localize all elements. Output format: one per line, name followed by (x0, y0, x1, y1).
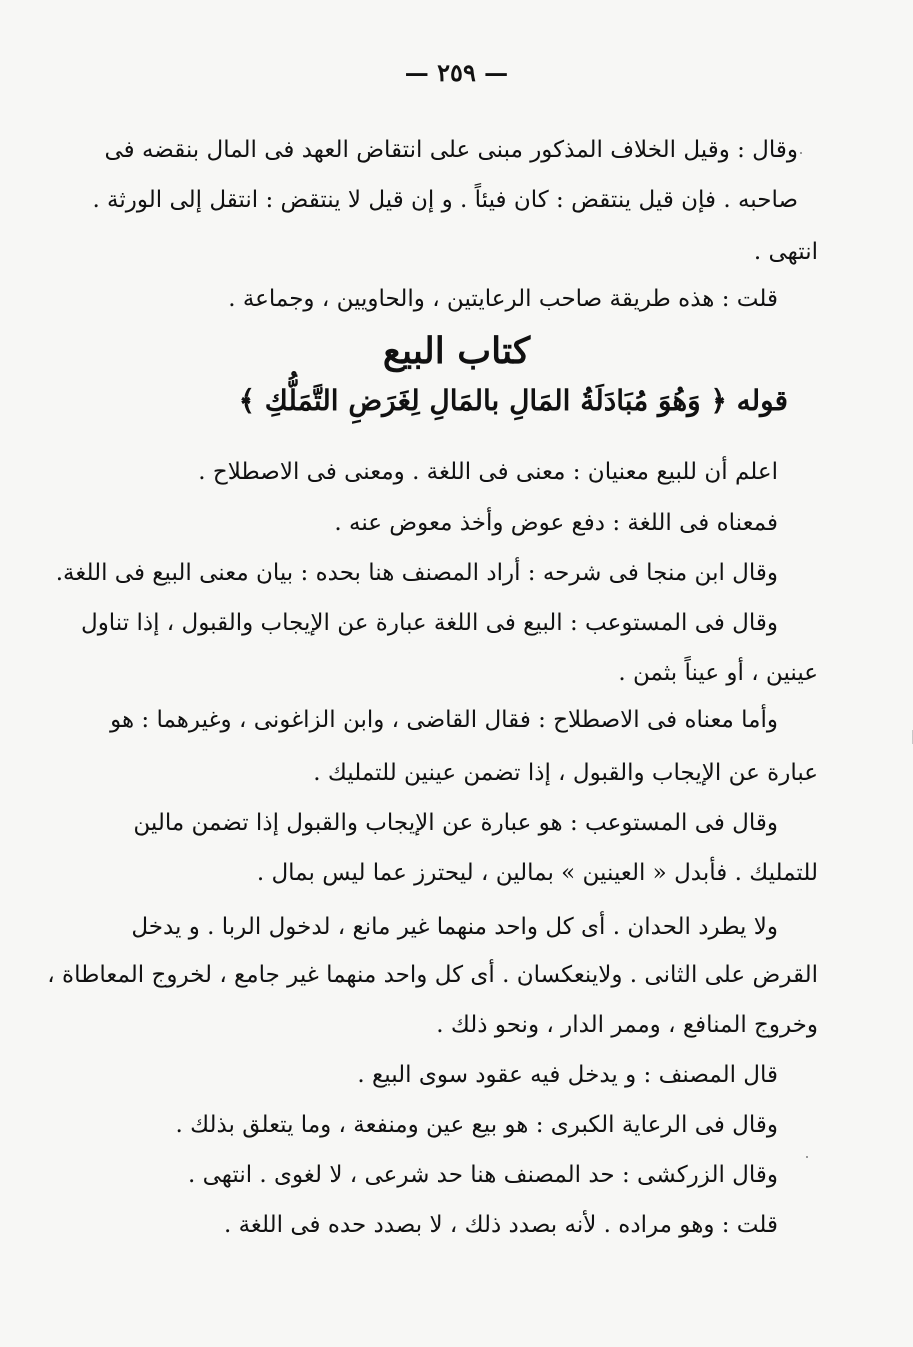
text-line-7: وقال ابن منجا فى شرحه : أراد المصنف هنا بحده : بيان معنى البيع فى اللغة. (55, 560, 778, 586)
text-line-17: قال المصنف : و يدخل فيه عقود سوى البيع . (357, 1062, 778, 1088)
chapter-title: كتاب البيع (382, 330, 531, 372)
text-line-19: وقال الزركشى : حد المصنف هنا حد شرعى ، لا لغوى . انتهى . (187, 1162, 778, 1188)
text-line-10: وأما معناه فى الاصطلاح : فقال القاضى ، وابن الزاغونى ، وغيرهما : هو (110, 707, 778, 733)
text-line-18: وقال فى الرعاية الكبرى : هو بيع عين ومنفعة ، وما يتعلق بذلك . (175, 1112, 778, 1138)
text-line-8: وقال فى المستوعب : البيع فى اللغة عبارة عن الإيجاب والقبول ، إذا تناول (80, 610, 778, 636)
text-line-2: صاحبه . فإن قيل ينتقض : كان فيئاً . و إن قيل لا ينتقض : انتقل إلى الورثة . (92, 187, 798, 213)
text-line-16: وخروج المنافع ، وممر الدار ، ونحو ذلك . (436, 1012, 818, 1038)
text-line-6: فمعناه فى اللغة : دفع عوض وأخذ معوض عنه . (334, 510, 778, 536)
page-number: — ٢٥٩ — (404, 58, 509, 87)
margin-dot (806, 1156, 808, 1158)
text-line-11: عبارة عن الإيجاب والقبول ، إذا تضمن عينين للتمليك . (313, 760, 818, 786)
text-line-14: ولا يطرد الحدان . أى كل واحد منهما غير مانع ، لدخول الربا . و يدخل (131, 914, 778, 940)
margin-dot (800, 152, 802, 154)
text-line-12: وقال فى المستوعب : هو عبارة عن الإيجاب والقبول إذا تضمن مالين (133, 810, 778, 836)
quote-heading: قوله ﴿ وَهُوَ مُبَادَلَةُ المَالِ بالمَالِ لِغَرَضِ التَّمَلُّكِ ﴾ (238, 384, 788, 417)
text-line-13: للتمليك . فأبدل « العينين » بمالين ، ليحترز عما ليس بمال . (256, 860, 818, 886)
text-line-9: عينين ، أو عيناً بثمن . (618, 660, 818, 686)
text-line-3: انتهى . (753, 239, 818, 265)
text-line-20: قلت : وهو مراده . لأنه بصدد ذلك ، لا بصدد حده فى اللغة . (223, 1212, 778, 1238)
text-line-5: اعلم أن للبيع معنيان : معنى فى اللغة . ومعنى فى الاصطلاح . (198, 459, 778, 485)
text-line-1: وقال : وقيل الخلاف المذكور مبنى على انتقاض العهد فى المال بنقضه فى (104, 137, 798, 163)
text-line-4: قلت : هذه طريقة صاحب الرعايتين ، والحاويين ، وجماعة . (228, 286, 778, 312)
text-line-15: القرض على الثانى . ولاينعكسان . أى كل واحد منهما غير جامع ، لخروج المعاطاة ، (47, 962, 818, 988)
